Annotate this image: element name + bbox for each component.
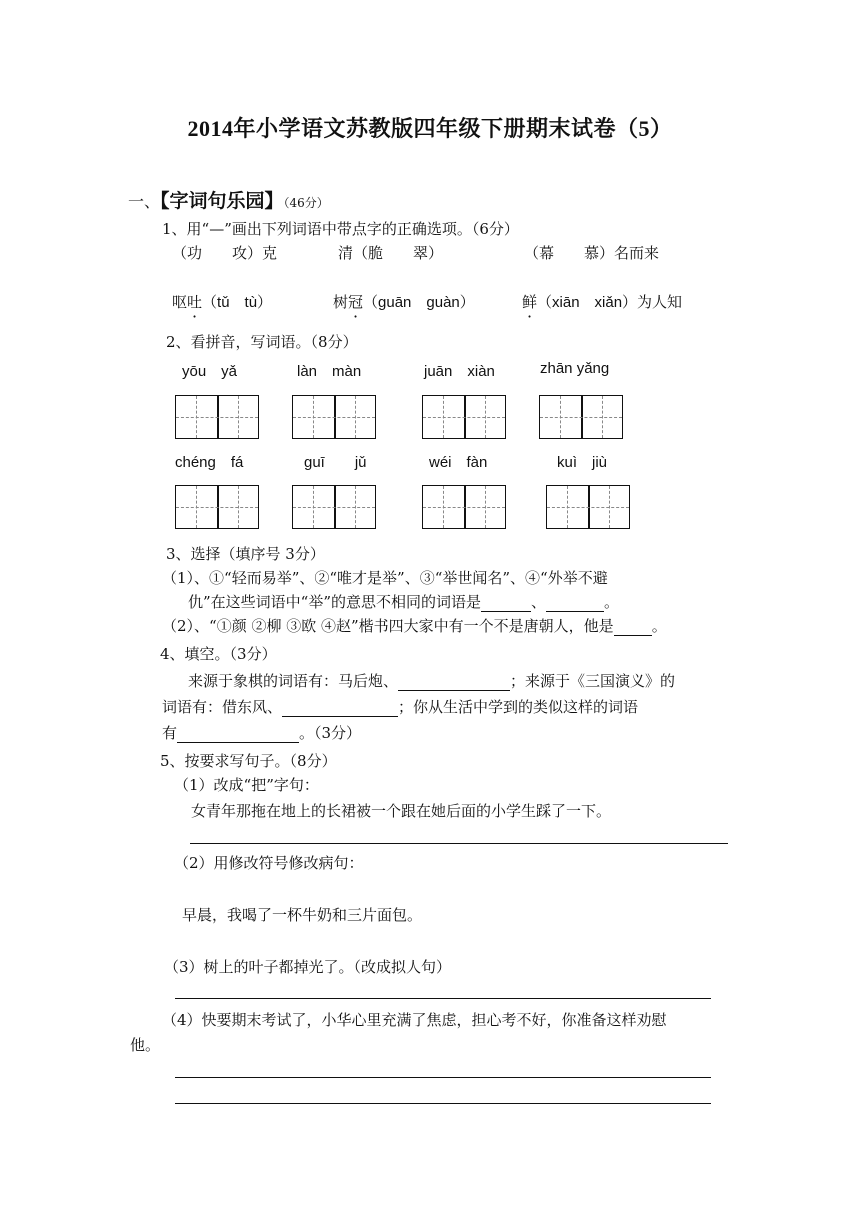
pinyin-5: chéng fá [175, 454, 244, 471]
q4-line3: 有 。（3分） [162, 724, 362, 742]
answer-blank[interactable] [481, 595, 531, 612]
writing-box[interactable] [292, 395, 376, 439]
q3-part1-line2: 仇”在这些词语中“举”的意思不相同的词语是 、 。 [188, 593, 620, 611]
section-score: （46分） [283, 196, 329, 210]
answer-line[interactable] [175, 1103, 711, 1104]
section-number: 一、 [128, 192, 161, 211]
q1-label: 1、用“—”画出下列词语中带点字的正确选项。（6分） [162, 220, 519, 238]
q4-label: 4、填空。（3分） [160, 645, 277, 663]
pinyin-1: yōu yǎ [182, 363, 238, 380]
q1-option-6: 鲜（xiān xiǎn）为人知 [522, 293, 683, 311]
answer-blank[interactable] [546, 595, 604, 612]
q1-option-4: 呕吐（tǔ tù） [172, 293, 273, 311]
q5-sub4-line1: （4）快要期末考试了，小华心里充满了焦虑，担心考不好，你准备这样劝慰 [162, 1011, 667, 1029]
pinyin-8: kuì jiù [557, 454, 608, 471]
q5-sub1: （1）改成“把”字句： [174, 776, 319, 794]
q3-part1-line1: （1）、①“轻而易举”、②“唯才是举”、③“举世闻名”、④“外举不避 [162, 569, 608, 587]
answer-blank[interactable] [614, 619, 652, 636]
writing-box[interactable] [539, 395, 623, 439]
answer-blank[interactable] [282, 700, 398, 717]
answer-line[interactable] [190, 843, 728, 844]
section-name: 【字词句乐园】 [160, 190, 284, 212]
q4-line1: 来源于象棋的词语有：马后炮、 ；来源于《三国演义》的 [188, 672, 676, 690]
pinyin-2: làn màn [297, 363, 362, 380]
q5-sub2: （2）用修改符号修改病句： [174, 854, 364, 872]
pinyin-6: guī jǔ [304, 454, 367, 471]
writing-box[interactable] [422, 395, 506, 439]
pinyin-7: wéi fàn [429, 454, 488, 471]
answer-blank[interactable] [398, 674, 510, 691]
writing-box[interactable] [292, 485, 376, 529]
q3-part2: （2）、“①颜 ②柳 ③欧 ④赵”楷书四大家中有一个不是唐朝人，他是 。 [162, 617, 667, 635]
answer-line[interactable] [175, 1077, 711, 1078]
q3-label: 3、选择（填序号 3分） [166, 545, 325, 563]
q4-line2: 词语有：借东风、 ；你从生活中学到的类似这样的词语 [162, 698, 639, 716]
pinyin-3: juān xiàn [424, 363, 495, 380]
q5-sub2-text: 早晨，我喝了一杯牛奶和三片面包。 [182, 906, 423, 924]
writing-box[interactable] [422, 485, 506, 529]
section-1-header [128, 186, 329, 213]
q1-option-5: 树冠（guān guàn） [333, 293, 475, 311]
page-title: 2014年小学语文苏教版四年级下册期末试卷（5） [187, 116, 673, 141]
writing-box[interactable] [175, 395, 259, 439]
q1-option-3: （幕 慕）名而来 [524, 244, 660, 262]
answer-blank[interactable] [177, 726, 299, 743]
q1-option-1: （功 攻）克 [172, 244, 278, 262]
q5-sub3: （3）树上的叶子都掉光了。（改成拟人句） [164, 958, 452, 976]
pinyin-4: zhān yǎng [540, 360, 610, 377]
q2-label: 2、看拼音，写词语。（8分） [166, 333, 358, 351]
answer-line[interactable] [175, 998, 711, 999]
writing-box[interactable] [546, 485, 630, 529]
q1-option-2: 清（脆 翠） [338, 244, 444, 262]
q5-sub1-text: 女青年那拖在地上的长裙被一个跟在她后面的小学生踩了一下。 [191, 802, 612, 820]
q5-label: 5、按要求写句子。（8分） [160, 752, 337, 770]
writing-box[interactable] [175, 485, 259, 529]
q5-sub4-line2: 他。 [130, 1036, 161, 1054]
